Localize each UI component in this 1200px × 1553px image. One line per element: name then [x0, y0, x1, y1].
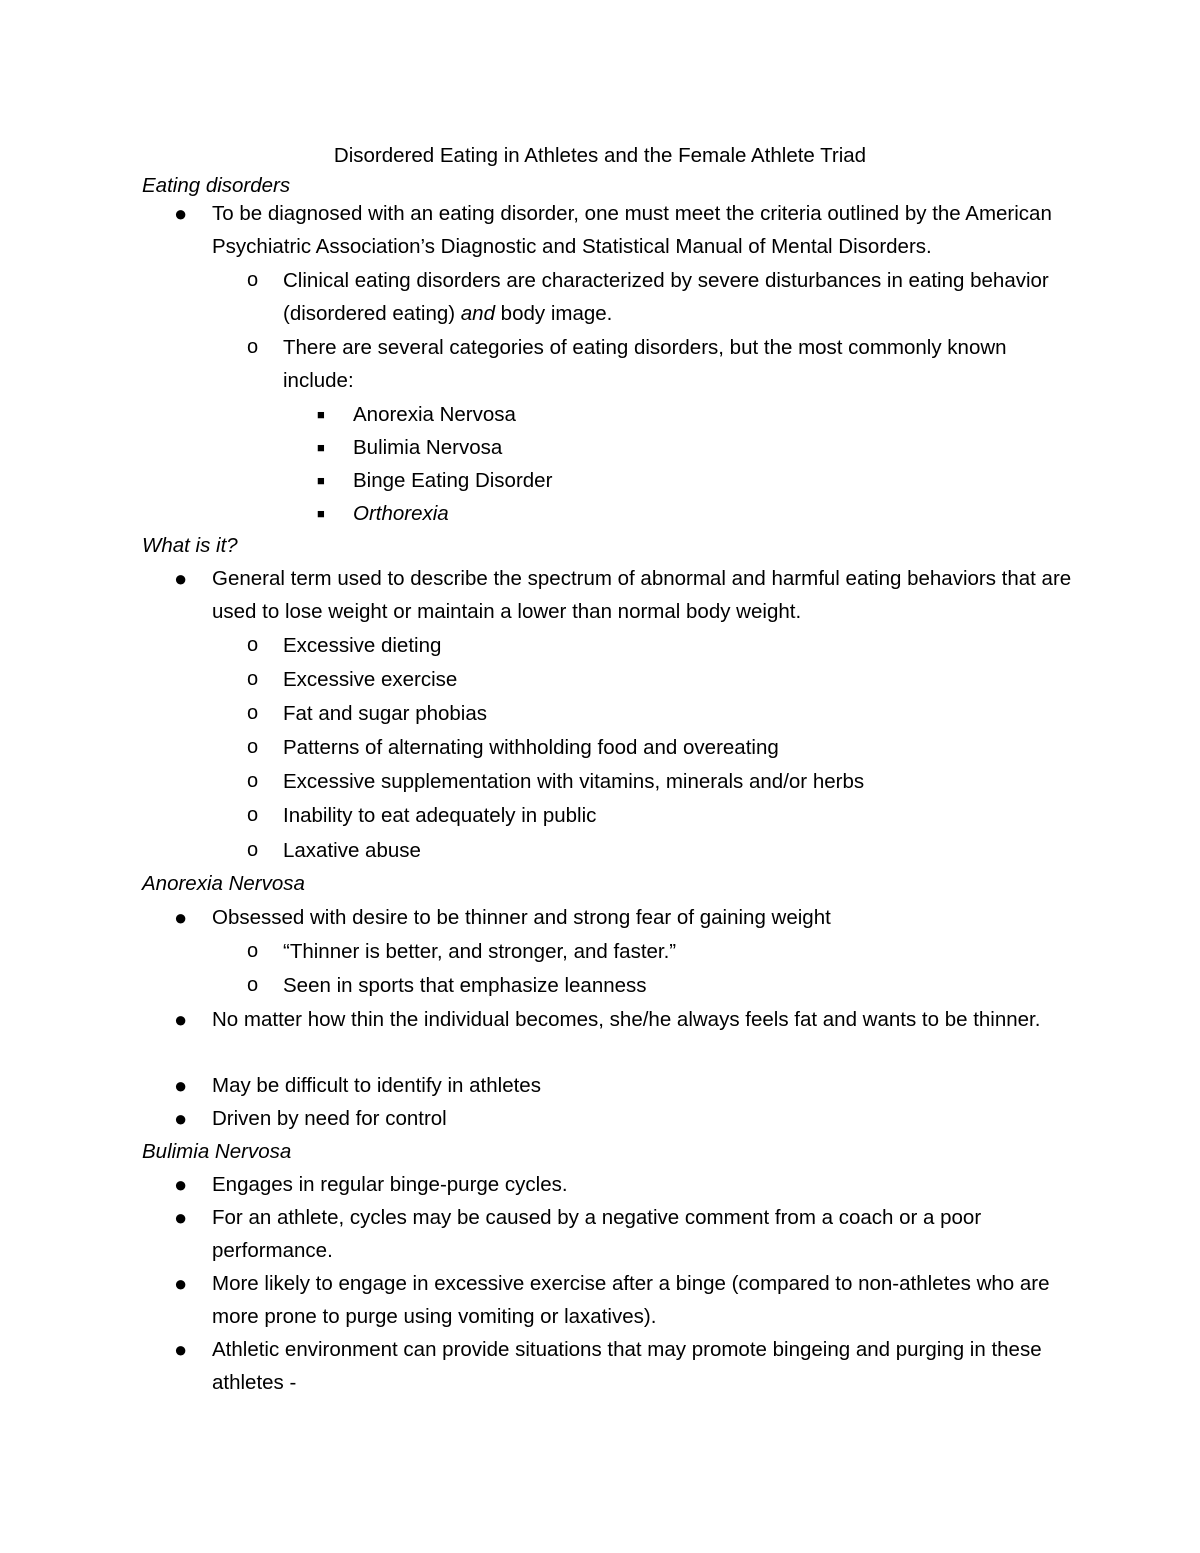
list-item-text: Laxative abuse — [283, 839, 421, 862]
square-marker: ■ — [317, 506, 325, 521]
list-item — [174, 562, 1072, 628]
list-item — [247, 264, 1073, 330]
square-marker: ■ — [317, 440, 325, 455]
list-item-text: To be diagnosed with an eating disorder, one must meet the criteria outlined by the American Psychiatric Association’s Diagnostic and Statistical Manual of Mental Disorders. — [212, 202, 1052, 258]
bullet-marker: ● — [174, 201, 188, 226]
list-item — [247, 331, 1073, 397]
heading-what-is-it: What is it? — [142, 534, 238, 557]
list-item — [317, 431, 1053, 464]
list-item — [247, 731, 1073, 764]
list-item — [317, 497, 1053, 530]
list-item — [247, 799, 1073, 832]
circle-marker: o — [247, 668, 259, 690]
list-item — [247, 629, 1073, 662]
list-item — [174, 1102, 1072, 1135]
circle-marker: o — [247, 634, 259, 656]
circle-marker: o — [247, 336, 259, 358]
list-item — [247, 969, 1073, 1002]
bullet-marker: ● — [174, 1007, 188, 1032]
list-item-text: Excessive exercise — [283, 668, 458, 691]
list-item-text: Driven by need for control — [212, 1107, 447, 1130]
list-item-text: Athletic environment can provide situations that may promote bingeing and purging in these athletes - — [212, 1338, 1042, 1394]
list-item-text: Bulimia Nervosa — [353, 436, 503, 459]
bullet-marker: ● — [174, 1271, 188, 1296]
list-item-text: May be difficult to identify in athletes — [212, 1074, 541, 1097]
list-item-text: No matter how thin the individual becomes, she/he always feels fat and wants to be thinner. — [212, 1008, 1041, 1031]
circle-marker: o — [247, 736, 259, 758]
bullet-marker: ● — [174, 1205, 188, 1230]
list-item — [247, 834, 1073, 867]
bullet-marker: ● — [174, 905, 188, 930]
square-marker: ■ — [317, 407, 325, 422]
list-item — [174, 1069, 1072, 1102]
list-item — [174, 1201, 1072, 1267]
list-item-text: Inability to eat adequately in public — [283, 804, 597, 827]
list-item-text: Patterns of alternating withholding food and overeating — [283, 736, 779, 759]
circle-marker: o — [247, 269, 259, 291]
bullet-marker: ● — [174, 1337, 188, 1362]
list-item-text — [283, 269, 1049, 325]
text-part: Clinical eating disorders are characterized by severe disturbances in eating behavior (disordered eating) — [283, 269, 1049, 325]
list-item-text: Orthorexia — [353, 502, 449, 525]
list-item-text: Binge Eating Disorder — [353, 469, 553, 492]
circle-marker: o — [247, 770, 259, 792]
list-item — [247, 935, 1073, 968]
list-item-text: “Thinner is better, and stronger, and faster.” — [283, 940, 677, 963]
text-part: body image. — [494, 302, 613, 325]
circle-marker: o — [247, 804, 259, 826]
circle-marker: o — [247, 940, 259, 962]
bullet-marker: ● — [174, 1073, 188, 1098]
list-item-text: General term used to describe the spectrum of abnormal and harmful eating behaviors that are used to lose weight or maintain a lower than normal body weight. — [212, 567, 1072, 623]
list-item — [174, 901, 1072, 934]
list-item-text: Obsessed with desire to be thinner and strong fear of gaining weight — [212, 906, 831, 929]
list-item — [247, 663, 1073, 696]
list-item-text: Excessive supplementation with vitamins, minerals and/or herbs — [283, 770, 865, 793]
bullet-marker: ● — [174, 1172, 188, 1197]
circle-marker: o — [247, 702, 259, 724]
list-item-text: More likely to engage in excessive exercise after a binge (compared to non-athletes who are more prone to purge using vomiting or laxatives). — [212, 1272, 1050, 1328]
square-marker: ■ — [317, 473, 325, 488]
list-item-text: Excessive dieting — [283, 634, 442, 657]
circle-marker: o — [247, 839, 259, 861]
document-title: Disordered Eating in Athletes and the Female Athlete Triad — [333, 144, 867, 167]
list-item — [247, 697, 1073, 730]
list-item — [247, 765, 1073, 798]
list-item-text: Anorexia Nervosa — [353, 403, 516, 426]
bullet-marker: ● — [174, 1106, 188, 1131]
list-item — [174, 197, 1072, 263]
list-item-text: Engages in regular binge-purge cycles. — [212, 1173, 568, 1196]
list-item — [317, 464, 1053, 497]
list-item-text: There are several categories of eating disorders, but the most commonly known include: — [283, 336, 1007, 392]
list-item — [174, 1333, 1072, 1399]
list-item-text: Seen in sports that emphasize leanness — [283, 974, 647, 997]
list-item-text: Fat and sugar phobias — [283, 702, 487, 725]
heading-bulimia-nervosa: Bulimia Nervosa — [142, 1140, 292, 1163]
heading-eating-disorders: Eating disorders — [142, 174, 291, 197]
heading-anorexia-nervosa: Anorexia Nervosa — [142, 872, 305, 895]
list-item — [174, 1168, 1072, 1201]
list-item — [317, 398, 1053, 431]
list-item — [174, 1267, 1072, 1333]
list-item — [174, 1003, 1072, 1036]
emphasis-text: and — [460, 302, 495, 325]
bullet-marker: ● — [174, 566, 188, 591]
circle-marker: o — [247, 974, 259, 996]
list-item-text: For an athlete, cycles may be caused by a negative comment from a coach or a poor performance. — [212, 1206, 982, 1262]
